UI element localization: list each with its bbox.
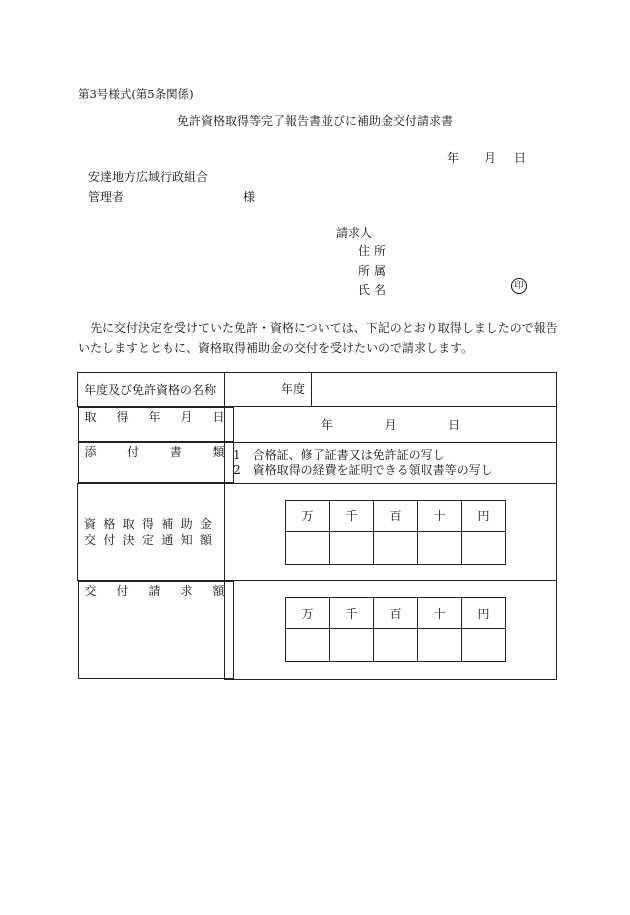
applicant-heading: 請求人 — [336, 226, 373, 240]
request-amount-digit[interactable] — [330, 629, 374, 662]
decided-amount-digit[interactable] — [462, 531, 506, 564]
request-amount-label: 交 付 請 求 額 — [78, 581, 234, 679]
acquired-year-label: 年 — [320, 417, 333, 432]
applicant-address-label: 住所 — [358, 244, 391, 258]
date-year-label: 年 — [447, 151, 460, 165]
license-name-cell[interactable] — [225, 373, 557, 407]
table-row-license-name — [78, 373, 557, 407]
request-amount-digit[interactable] — [374, 629, 418, 662]
acquired-day-label: 日 — [448, 417, 461, 432]
decided-amount-digit[interactable] — [418, 531, 462, 564]
decided-amount-label: 資 格 取 得 補 助 金 交 付 決 定 通 知 額 — [78, 484, 225, 581]
attachments-list — [225, 442, 557, 484]
decided-amount-digit[interactable] — [374, 531, 418, 564]
unit-en-label: 円 — [462, 500, 506, 531]
form-number: 第3号様式(第5条関係) — [78, 87, 194, 101]
applicant-name-label: 氏名 — [358, 283, 391, 297]
report-table — [77, 372, 557, 680]
date-month-label: 月 — [484, 151, 497, 165]
unit-juu-label: 十 — [418, 500, 462, 531]
decided-amount-grid — [285, 500, 506, 565]
request-amount-grid — [285, 597, 506, 662]
unit-hyaku-label: 百 — [374, 500, 418, 531]
request-amount-digit[interactable] — [418, 629, 462, 662]
unit-man-label: 万 — [286, 500, 330, 531]
attachments-label: 添 付 書 類 — [78, 442, 234, 483]
addressee-role: 管理者 — [88, 190, 125, 204]
unit-sen-label: 千 — [330, 500, 374, 531]
unit-sen-label: 千 — [330, 598, 374, 629]
unit-man-label: 万 — [286, 598, 330, 629]
document-title: 免許資格取得等完了報告書並びに補助金交付請求書 — [176, 114, 453, 128]
request-amount-cell — [225, 581, 557, 680]
addressee-org: 安達地方広域行政組合 — [88, 170, 209, 184]
decided-amount-digit[interactable] — [286, 531, 330, 564]
acquired-date-field[interactable] — [225, 407, 557, 443]
table-row-request-amount — [78, 581, 557, 680]
attachment-item: 2 資格取得の経費を証明できる領収書等の写し — [233, 462, 493, 477]
license-name-field[interactable] — [312, 373, 556, 406]
acquired-month-label: 月 — [384, 417, 397, 432]
unit-juu-label: 十 — [418, 598, 462, 629]
request-body-text: 先に交付決定を受けていた免許・資格については、下記のとおり取得しましたので報告いたしますとともに、資格取得補助金の交付を受けたいので請求します。 — [78, 321, 558, 355]
date-day-label: 日 — [514, 151, 527, 165]
applicant-affiliation-label: 所属 — [358, 264, 391, 278]
fiscal-year-field[interactable]: 年度 — [225, 373, 312, 406]
seal-mark-icon: 印 — [511, 278, 527, 294]
addressee-honorific: 様 — [243, 190, 256, 204]
request-amount-digit[interactable] — [286, 629, 330, 662]
acquired-date-label: 取 得 年 月 日 — [78, 407, 234, 442]
decided-amount-cell — [225, 484, 557, 581]
decided-amount-digit[interactable] — [330, 531, 374, 564]
unit-en-label: 円 — [462, 598, 506, 629]
unit-hyaku-label: 百 — [374, 598, 418, 629]
license-name-label: 年度及び免許資格の名称 — [78, 373, 225, 407]
request-amount-digit[interactable] — [462, 629, 506, 662]
table-row-acquired-date — [78, 407, 557, 443]
table-row-decided-amount — [78, 484, 557, 581]
table-row-attachments — [78, 442, 557, 484]
attachment-item: 1 合格証、修了証書又は免許証の写し — [233, 447, 445, 462]
